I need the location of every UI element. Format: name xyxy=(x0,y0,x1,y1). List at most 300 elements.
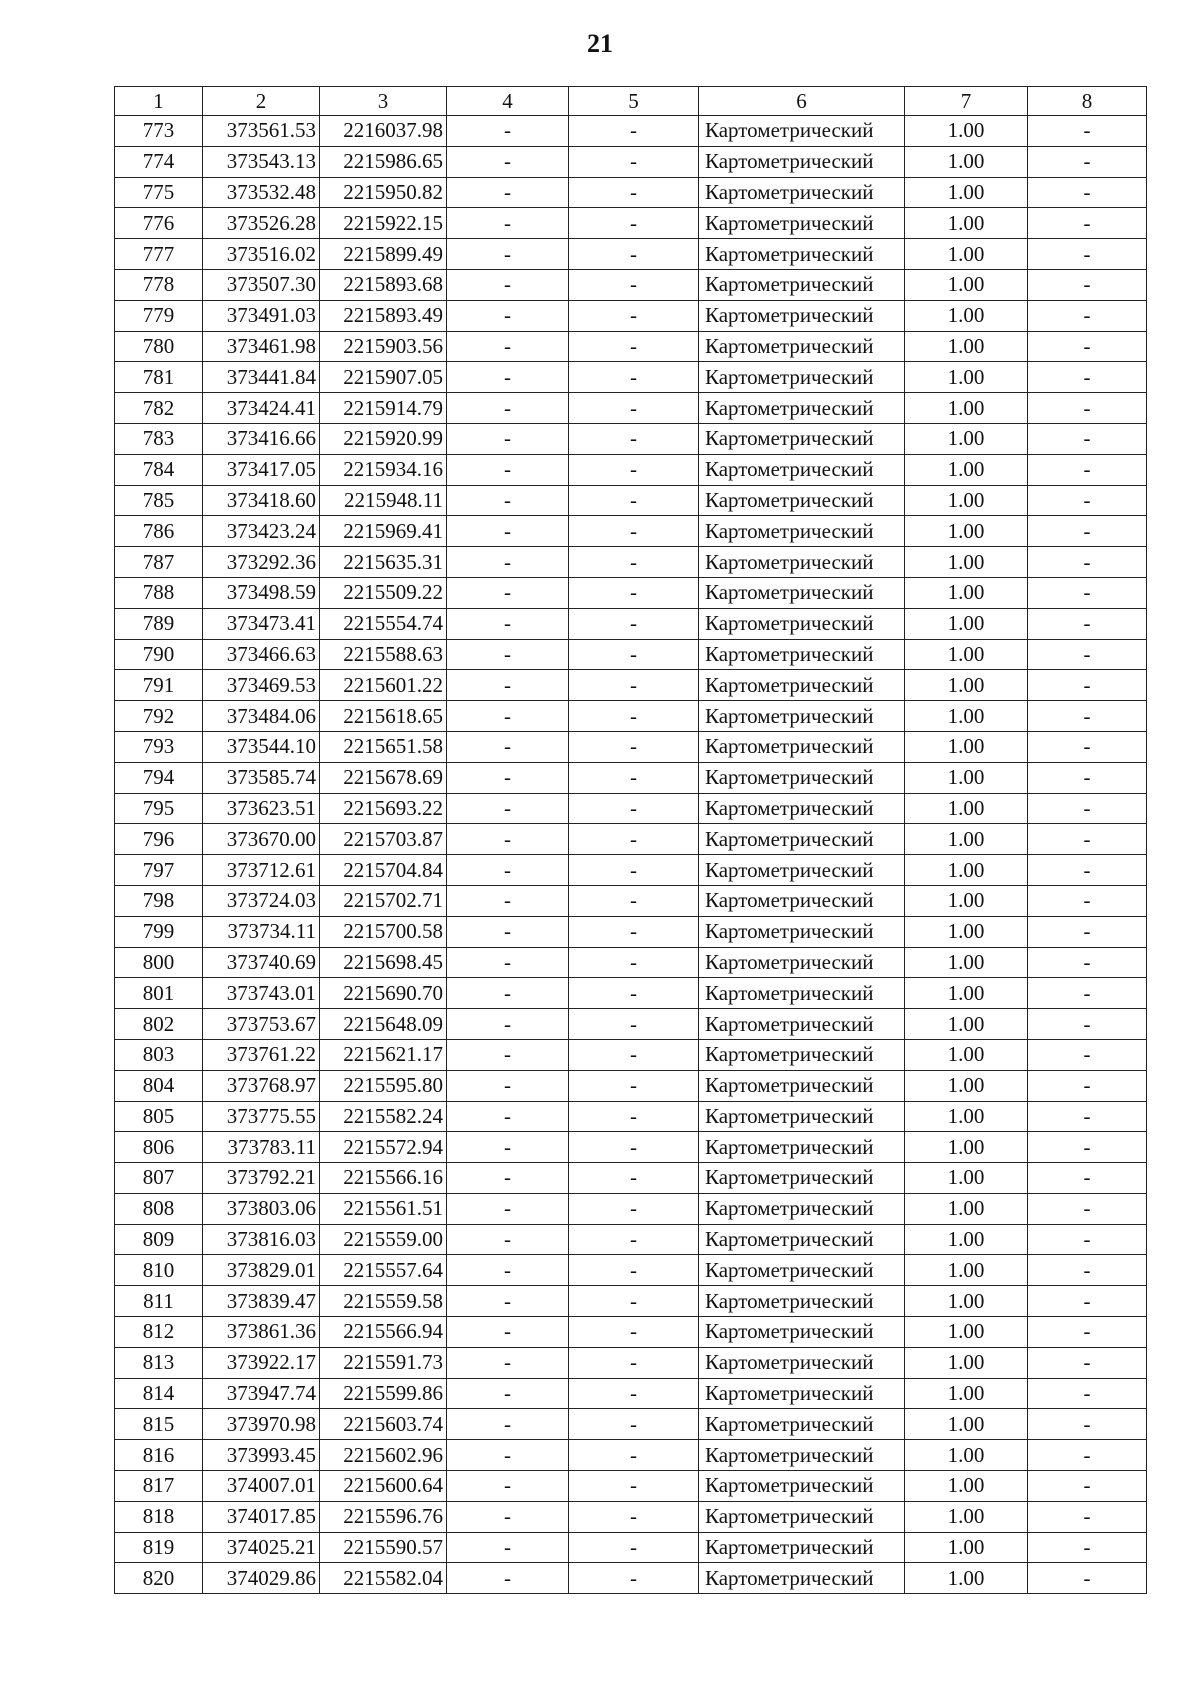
column-4-cell: - xyxy=(447,1471,569,1502)
x-coordinate-cell: 373507.30 xyxy=(203,269,320,300)
x-coordinate-cell: 373418.60 xyxy=(203,485,320,516)
x-coordinate-cell: 373670.00 xyxy=(203,824,320,855)
method-cell: Картометрический xyxy=(699,485,905,516)
column-5-cell: - xyxy=(569,1009,699,1040)
table-row xyxy=(115,208,1147,239)
method-cell: Картометрический xyxy=(699,1101,905,1132)
accuracy-cell: 1.00 xyxy=(905,608,1028,639)
accuracy-cell: 1.00 xyxy=(905,1347,1028,1378)
column-8-cell: - xyxy=(1028,1563,1147,1594)
x-coordinate-cell: 373783.11 xyxy=(203,1132,320,1163)
table-row xyxy=(115,731,1147,762)
point-number-cell: 813 xyxy=(115,1347,203,1378)
x-coordinate-cell: 373970.98 xyxy=(203,1409,320,1440)
y-coordinate-cell: 2216037.98 xyxy=(320,116,447,147)
y-coordinate-cell: 2215700.58 xyxy=(320,916,447,947)
method-cell: Картометрический xyxy=(699,577,905,608)
column-4-cell: - xyxy=(447,731,569,762)
column-5-cell: - xyxy=(569,1378,699,1409)
x-coordinate-cell: 374017.85 xyxy=(203,1501,320,1532)
x-coordinate-cell: 373561.53 xyxy=(203,116,320,147)
point-number-cell: 787 xyxy=(115,547,203,578)
column-8-cell: - xyxy=(1028,916,1147,947)
column-5-cell: - xyxy=(569,608,699,639)
y-coordinate-cell: 2215703.87 xyxy=(320,824,447,855)
column-5-cell: - xyxy=(569,362,699,393)
x-coordinate-cell: 373734.11 xyxy=(203,916,320,947)
column-8-cell: - xyxy=(1028,1286,1147,1317)
y-coordinate-cell: 2215648.09 xyxy=(320,1009,447,1040)
accuracy-cell: 1.00 xyxy=(905,1224,1028,1255)
x-coordinate-cell: 373461.98 xyxy=(203,331,320,362)
column-4-cell: - xyxy=(447,547,569,578)
method-cell: Картометрический xyxy=(699,1378,905,1409)
column-4-cell: - xyxy=(447,177,569,208)
point-number-cell: 796 xyxy=(115,824,203,855)
accuracy-cell: 1.00 xyxy=(905,485,1028,516)
column-8-cell: - xyxy=(1028,824,1147,855)
column-8-cell: - xyxy=(1028,947,1147,978)
column-4-cell: - xyxy=(447,855,569,886)
column-4-cell: - xyxy=(447,670,569,701)
column-5-cell: - xyxy=(569,639,699,670)
column-5-cell: - xyxy=(569,1070,699,1101)
point-number-cell: 803 xyxy=(115,1039,203,1070)
column-8-cell: - xyxy=(1028,516,1147,547)
method-cell: Картометрический xyxy=(699,701,905,732)
accuracy-cell: 1.00 xyxy=(905,885,1028,916)
column-8-cell: - xyxy=(1028,485,1147,516)
point-number-cell: 805 xyxy=(115,1101,203,1132)
table-row xyxy=(115,331,1147,362)
column-5-cell: - xyxy=(569,824,699,855)
y-coordinate-cell: 2215948.11 xyxy=(320,485,447,516)
column-8-cell: - xyxy=(1028,208,1147,239)
column-4-cell: - xyxy=(447,393,569,424)
column-5-cell: - xyxy=(569,916,699,947)
column-8-cell: - xyxy=(1028,1532,1147,1563)
y-coordinate-cell: 2215603.74 xyxy=(320,1409,447,1440)
column-8-cell: - xyxy=(1028,393,1147,424)
y-coordinate-cell: 2215934.16 xyxy=(320,454,447,485)
point-number-cell: 801 xyxy=(115,978,203,1009)
column-5-cell: - xyxy=(569,300,699,331)
point-number-cell: 819 xyxy=(115,1532,203,1563)
point-number-cell: 788 xyxy=(115,577,203,608)
column-5-cell: - xyxy=(569,1409,699,1440)
method-cell: Картометрический xyxy=(699,300,905,331)
column-4-cell: - xyxy=(447,239,569,270)
y-coordinate-cell: 2215509.22 xyxy=(320,577,447,608)
y-coordinate-cell: 2215651.58 xyxy=(320,731,447,762)
y-coordinate-cell: 2215893.68 xyxy=(320,269,447,300)
column-8-cell: - xyxy=(1028,1317,1147,1348)
column-header-8: 8 xyxy=(1028,87,1147,116)
x-coordinate-cell: 373491.03 xyxy=(203,300,320,331)
column-4-cell: - xyxy=(447,300,569,331)
x-coordinate-cell: 373743.01 xyxy=(203,978,320,1009)
point-number-cell: 800 xyxy=(115,947,203,978)
method-cell: Картометрический xyxy=(699,208,905,239)
point-number-cell: 794 xyxy=(115,762,203,793)
point-number-cell: 797 xyxy=(115,855,203,886)
accuracy-cell: 1.00 xyxy=(905,454,1028,485)
y-coordinate-cell: 2215698.45 xyxy=(320,947,447,978)
accuracy-cell: 1.00 xyxy=(905,1101,1028,1132)
column-8-cell: - xyxy=(1028,362,1147,393)
table-row xyxy=(115,1317,1147,1348)
method-cell: Картометрический xyxy=(699,762,905,793)
column-4-cell: - xyxy=(447,762,569,793)
table-row xyxy=(115,454,1147,485)
table-row xyxy=(115,423,1147,454)
point-number-cell: 775 xyxy=(115,177,203,208)
point-number-cell: 818 xyxy=(115,1501,203,1532)
x-coordinate-cell: 373768.97 xyxy=(203,1070,320,1101)
table-body xyxy=(115,116,1147,1594)
method-cell: Картометрический xyxy=(699,1039,905,1070)
y-coordinate-cell: 2215588.63 xyxy=(320,639,447,670)
table-row xyxy=(115,1532,1147,1563)
column-8-cell: - xyxy=(1028,1163,1147,1194)
x-coordinate-cell: 373424.41 xyxy=(203,393,320,424)
y-coordinate-cell: 2215899.49 xyxy=(320,239,447,270)
column-8-cell: - xyxy=(1028,885,1147,916)
column-4-cell: - xyxy=(447,362,569,393)
point-number-cell: 809 xyxy=(115,1224,203,1255)
point-number-cell: 807 xyxy=(115,1163,203,1194)
point-number-cell: 820 xyxy=(115,1563,203,1594)
table-row xyxy=(115,116,1147,147)
table-row xyxy=(115,639,1147,670)
accuracy-cell: 1.00 xyxy=(905,670,1028,701)
column-5-cell: - xyxy=(569,516,699,547)
method-cell: Картометрический xyxy=(699,1255,905,1286)
method-cell: Картометрический xyxy=(699,855,905,886)
y-coordinate-cell: 2215582.24 xyxy=(320,1101,447,1132)
column-8-cell: - xyxy=(1028,116,1147,147)
accuracy-cell: 1.00 xyxy=(905,331,1028,362)
column-5-cell: - xyxy=(569,1163,699,1194)
table-row xyxy=(115,516,1147,547)
column-4-cell: - xyxy=(447,978,569,1009)
table-row xyxy=(115,1471,1147,1502)
coordinates-table xyxy=(114,86,1147,1594)
column-8-cell: - xyxy=(1028,1101,1147,1132)
y-coordinate-cell: 2215920.99 xyxy=(320,423,447,454)
table-row xyxy=(115,885,1147,916)
x-coordinate-cell: 373861.36 xyxy=(203,1317,320,1348)
y-coordinate-cell: 2215596.76 xyxy=(320,1501,447,1532)
method-cell: Картометрический xyxy=(699,1317,905,1348)
accuracy-cell: 1.00 xyxy=(905,793,1028,824)
page-number: 21 xyxy=(587,29,613,58)
column-header-5: 5 xyxy=(569,87,699,116)
column-8-cell: - xyxy=(1028,577,1147,608)
accuracy-cell: 1.00 xyxy=(905,1378,1028,1409)
y-coordinate-cell: 2215704.84 xyxy=(320,855,447,886)
accuracy-cell: 1.00 xyxy=(905,947,1028,978)
method-cell: Картометрический xyxy=(699,670,905,701)
point-number-cell: 790 xyxy=(115,639,203,670)
column-8-cell: - xyxy=(1028,1378,1147,1409)
point-number-cell: 806 xyxy=(115,1132,203,1163)
x-coordinate-cell: 373712.61 xyxy=(203,855,320,886)
x-coordinate-cell: 373792.21 xyxy=(203,1163,320,1194)
y-coordinate-cell: 2215986.65 xyxy=(320,146,447,177)
method-cell: Картометрический xyxy=(699,1471,905,1502)
header-row xyxy=(115,87,1147,116)
accuracy-cell: 1.00 xyxy=(905,1132,1028,1163)
x-coordinate-cell: 373753.67 xyxy=(203,1009,320,1040)
column-4-cell: - xyxy=(447,1193,569,1224)
accuracy-cell: 1.00 xyxy=(905,1440,1028,1471)
method-cell: Картометрический xyxy=(699,885,905,916)
point-number-cell: 784 xyxy=(115,454,203,485)
accuracy-cell: 1.00 xyxy=(905,916,1028,947)
method-cell: Картометрический xyxy=(699,1532,905,1563)
y-coordinate-cell: 2215950.82 xyxy=(320,177,447,208)
y-coordinate-cell: 2215618.65 xyxy=(320,701,447,732)
column-5-cell: - xyxy=(569,670,699,701)
y-coordinate-cell: 2215591.73 xyxy=(320,1347,447,1378)
accuracy-cell: 1.00 xyxy=(905,393,1028,424)
method-cell: Картометрический xyxy=(699,1286,905,1317)
method-cell: Картометрический xyxy=(699,1563,905,1594)
column-5-cell: - xyxy=(569,1039,699,1070)
column-4-cell: - xyxy=(447,1039,569,1070)
point-number-cell: 781 xyxy=(115,362,203,393)
table-row xyxy=(115,393,1147,424)
x-coordinate-cell: 373544.10 xyxy=(203,731,320,762)
column-8-cell: - xyxy=(1028,454,1147,485)
accuracy-cell: 1.00 xyxy=(905,1532,1028,1563)
method-cell: Картометрический xyxy=(699,1009,905,1040)
point-number-cell: 791 xyxy=(115,670,203,701)
table-row xyxy=(115,701,1147,732)
point-number-cell: 782 xyxy=(115,393,203,424)
x-coordinate-cell: 373532.48 xyxy=(203,177,320,208)
column-5-cell: - xyxy=(569,454,699,485)
method-cell: Картометрический xyxy=(699,1409,905,1440)
y-coordinate-cell: 2215582.04 xyxy=(320,1563,447,1594)
accuracy-cell: 1.00 xyxy=(905,116,1028,147)
x-coordinate-cell: 373816.03 xyxy=(203,1224,320,1255)
table-row xyxy=(115,1440,1147,1471)
y-coordinate-cell: 2215907.05 xyxy=(320,362,447,393)
column-8-cell: - xyxy=(1028,1440,1147,1471)
accuracy-cell: 1.00 xyxy=(905,639,1028,670)
y-coordinate-cell: 2215601.22 xyxy=(320,670,447,701)
column-8-cell: - xyxy=(1028,269,1147,300)
x-coordinate-cell: 373543.13 xyxy=(203,146,320,177)
y-coordinate-cell: 2215554.74 xyxy=(320,608,447,639)
column-5-cell: - xyxy=(569,947,699,978)
x-coordinate-cell: 373993.45 xyxy=(203,1440,320,1471)
column-8-cell: - xyxy=(1028,547,1147,578)
accuracy-cell: 1.00 xyxy=(905,423,1028,454)
y-coordinate-cell: 2215690.70 xyxy=(320,978,447,1009)
accuracy-cell: 1.00 xyxy=(905,362,1028,393)
column-4-cell: - xyxy=(447,701,569,732)
accuracy-cell: 1.00 xyxy=(905,516,1028,547)
accuracy-cell: 1.00 xyxy=(905,1070,1028,1101)
column-4-cell: - xyxy=(447,454,569,485)
column-5-cell: - xyxy=(569,1440,699,1471)
x-coordinate-cell: 373484.06 xyxy=(203,701,320,732)
table-row xyxy=(115,485,1147,516)
column-5-cell: - xyxy=(569,1317,699,1348)
table-row xyxy=(115,855,1147,886)
column-5-cell: - xyxy=(569,1101,699,1132)
accuracy-cell: 1.00 xyxy=(905,146,1028,177)
x-coordinate-cell: 373829.01 xyxy=(203,1255,320,1286)
column-header-3: 3 xyxy=(320,87,447,116)
point-number-cell: 778 xyxy=(115,269,203,300)
point-number-cell: 808 xyxy=(115,1193,203,1224)
column-4-cell: - xyxy=(447,608,569,639)
x-coordinate-cell: 373516.02 xyxy=(203,239,320,270)
accuracy-cell: 1.00 xyxy=(905,701,1028,732)
point-number-cell: 792 xyxy=(115,701,203,732)
method-cell: Картометрический xyxy=(699,639,905,670)
column-5-cell: - xyxy=(569,1347,699,1378)
point-number-cell: 804 xyxy=(115,1070,203,1101)
x-coordinate-cell: 373947.74 xyxy=(203,1378,320,1409)
table-row xyxy=(115,547,1147,578)
table-row xyxy=(115,824,1147,855)
accuracy-cell: 1.00 xyxy=(905,824,1028,855)
x-coordinate-cell: 373585.74 xyxy=(203,762,320,793)
accuracy-cell: 1.00 xyxy=(905,300,1028,331)
x-coordinate-cell: 373775.55 xyxy=(203,1101,320,1132)
column-4-cell: - xyxy=(447,516,569,547)
accuracy-cell: 1.00 xyxy=(905,547,1028,578)
x-coordinate-cell: 373803.06 xyxy=(203,1193,320,1224)
column-4-cell: - xyxy=(447,1286,569,1317)
accuracy-cell: 1.00 xyxy=(905,731,1028,762)
column-4-cell: - xyxy=(447,947,569,978)
table-row xyxy=(115,762,1147,793)
column-4-cell: - xyxy=(447,1501,569,1532)
column-5-cell: - xyxy=(569,331,699,362)
column-4-cell: - xyxy=(447,1532,569,1563)
column-5-cell: - xyxy=(569,762,699,793)
point-number-cell: 815 xyxy=(115,1409,203,1440)
column-4-cell: - xyxy=(447,824,569,855)
point-number-cell: 785 xyxy=(115,485,203,516)
column-4-cell: - xyxy=(447,1409,569,1440)
column-8-cell: - xyxy=(1028,762,1147,793)
accuracy-cell: 1.00 xyxy=(905,577,1028,608)
column-8-cell: - xyxy=(1028,639,1147,670)
table-row xyxy=(115,577,1147,608)
x-coordinate-cell: 373423.24 xyxy=(203,516,320,547)
column-8-cell: - xyxy=(1028,177,1147,208)
method-cell: Картометрический xyxy=(699,393,905,424)
point-number-cell: 814 xyxy=(115,1378,203,1409)
x-coordinate-cell: 373623.51 xyxy=(203,793,320,824)
x-coordinate-cell: 374007.01 xyxy=(203,1471,320,1502)
method-cell: Картометрический xyxy=(699,608,905,639)
accuracy-cell: 1.00 xyxy=(905,855,1028,886)
point-number-cell: 817 xyxy=(115,1471,203,1502)
x-coordinate-cell: 373839.47 xyxy=(203,1286,320,1317)
column-8-cell: - xyxy=(1028,1132,1147,1163)
column-4-cell: - xyxy=(447,1224,569,1255)
accuracy-cell: 1.00 xyxy=(905,1501,1028,1532)
y-coordinate-cell: 2215678.69 xyxy=(320,762,447,793)
y-coordinate-cell: 2215702.71 xyxy=(320,885,447,916)
column-4-cell: - xyxy=(447,1163,569,1194)
point-number-cell: 776 xyxy=(115,208,203,239)
x-coordinate-cell: 373526.28 xyxy=(203,208,320,239)
table-row xyxy=(115,1563,1147,1594)
x-coordinate-cell: 373292.36 xyxy=(203,547,320,578)
table-row xyxy=(115,146,1147,177)
method-cell: Картометрический xyxy=(699,824,905,855)
column-8-cell: - xyxy=(1028,300,1147,331)
method-cell: Картометрический xyxy=(699,947,905,978)
accuracy-cell: 1.00 xyxy=(905,208,1028,239)
column-4-cell: - xyxy=(447,146,569,177)
point-number-cell: 780 xyxy=(115,331,203,362)
column-4-cell: - xyxy=(447,331,569,362)
y-coordinate-cell: 2215635.31 xyxy=(320,547,447,578)
point-number-cell: 816 xyxy=(115,1440,203,1471)
column-8-cell: - xyxy=(1028,423,1147,454)
accuracy-cell: 1.00 xyxy=(905,269,1028,300)
accuracy-cell: 1.00 xyxy=(905,239,1028,270)
table-row xyxy=(115,1070,1147,1101)
column-5-cell: - xyxy=(569,423,699,454)
column-8-cell: - xyxy=(1028,1501,1147,1532)
column-4-cell: - xyxy=(447,485,569,516)
column-4-cell: - xyxy=(447,1255,569,1286)
column-5-cell: - xyxy=(569,485,699,516)
column-8-cell: - xyxy=(1028,701,1147,732)
column-8-cell: - xyxy=(1028,608,1147,639)
accuracy-cell: 1.00 xyxy=(905,177,1028,208)
column-5-cell: - xyxy=(569,269,699,300)
y-coordinate-cell: 2215559.58 xyxy=(320,1286,447,1317)
point-number-cell: 811 xyxy=(115,1286,203,1317)
table-row xyxy=(115,1224,1147,1255)
column-5-cell: - xyxy=(569,1286,699,1317)
method-cell: Картометрический xyxy=(699,362,905,393)
method-cell: Картометрический xyxy=(699,1070,905,1101)
column-4-cell: - xyxy=(447,1347,569,1378)
column-5-cell: - xyxy=(569,978,699,1009)
method-cell: Картометрический xyxy=(699,516,905,547)
method-cell: Картометрический xyxy=(699,454,905,485)
accuracy-cell: 1.00 xyxy=(905,1317,1028,1348)
column-5-cell: - xyxy=(569,1471,699,1502)
column-5-cell: - xyxy=(569,793,699,824)
table-row xyxy=(115,1286,1147,1317)
column-4-cell: - xyxy=(447,1132,569,1163)
y-coordinate-cell: 2215566.94 xyxy=(320,1317,447,1348)
column-4-cell: - xyxy=(447,1378,569,1409)
x-coordinate-cell: 373466.63 xyxy=(203,639,320,670)
column-5-cell: - xyxy=(569,547,699,578)
column-4-cell: - xyxy=(447,208,569,239)
column-4-cell: - xyxy=(447,885,569,916)
table-row xyxy=(115,1255,1147,1286)
column-4-cell: - xyxy=(447,1101,569,1132)
table-row xyxy=(115,1378,1147,1409)
method-cell: Картометрический xyxy=(699,331,905,362)
